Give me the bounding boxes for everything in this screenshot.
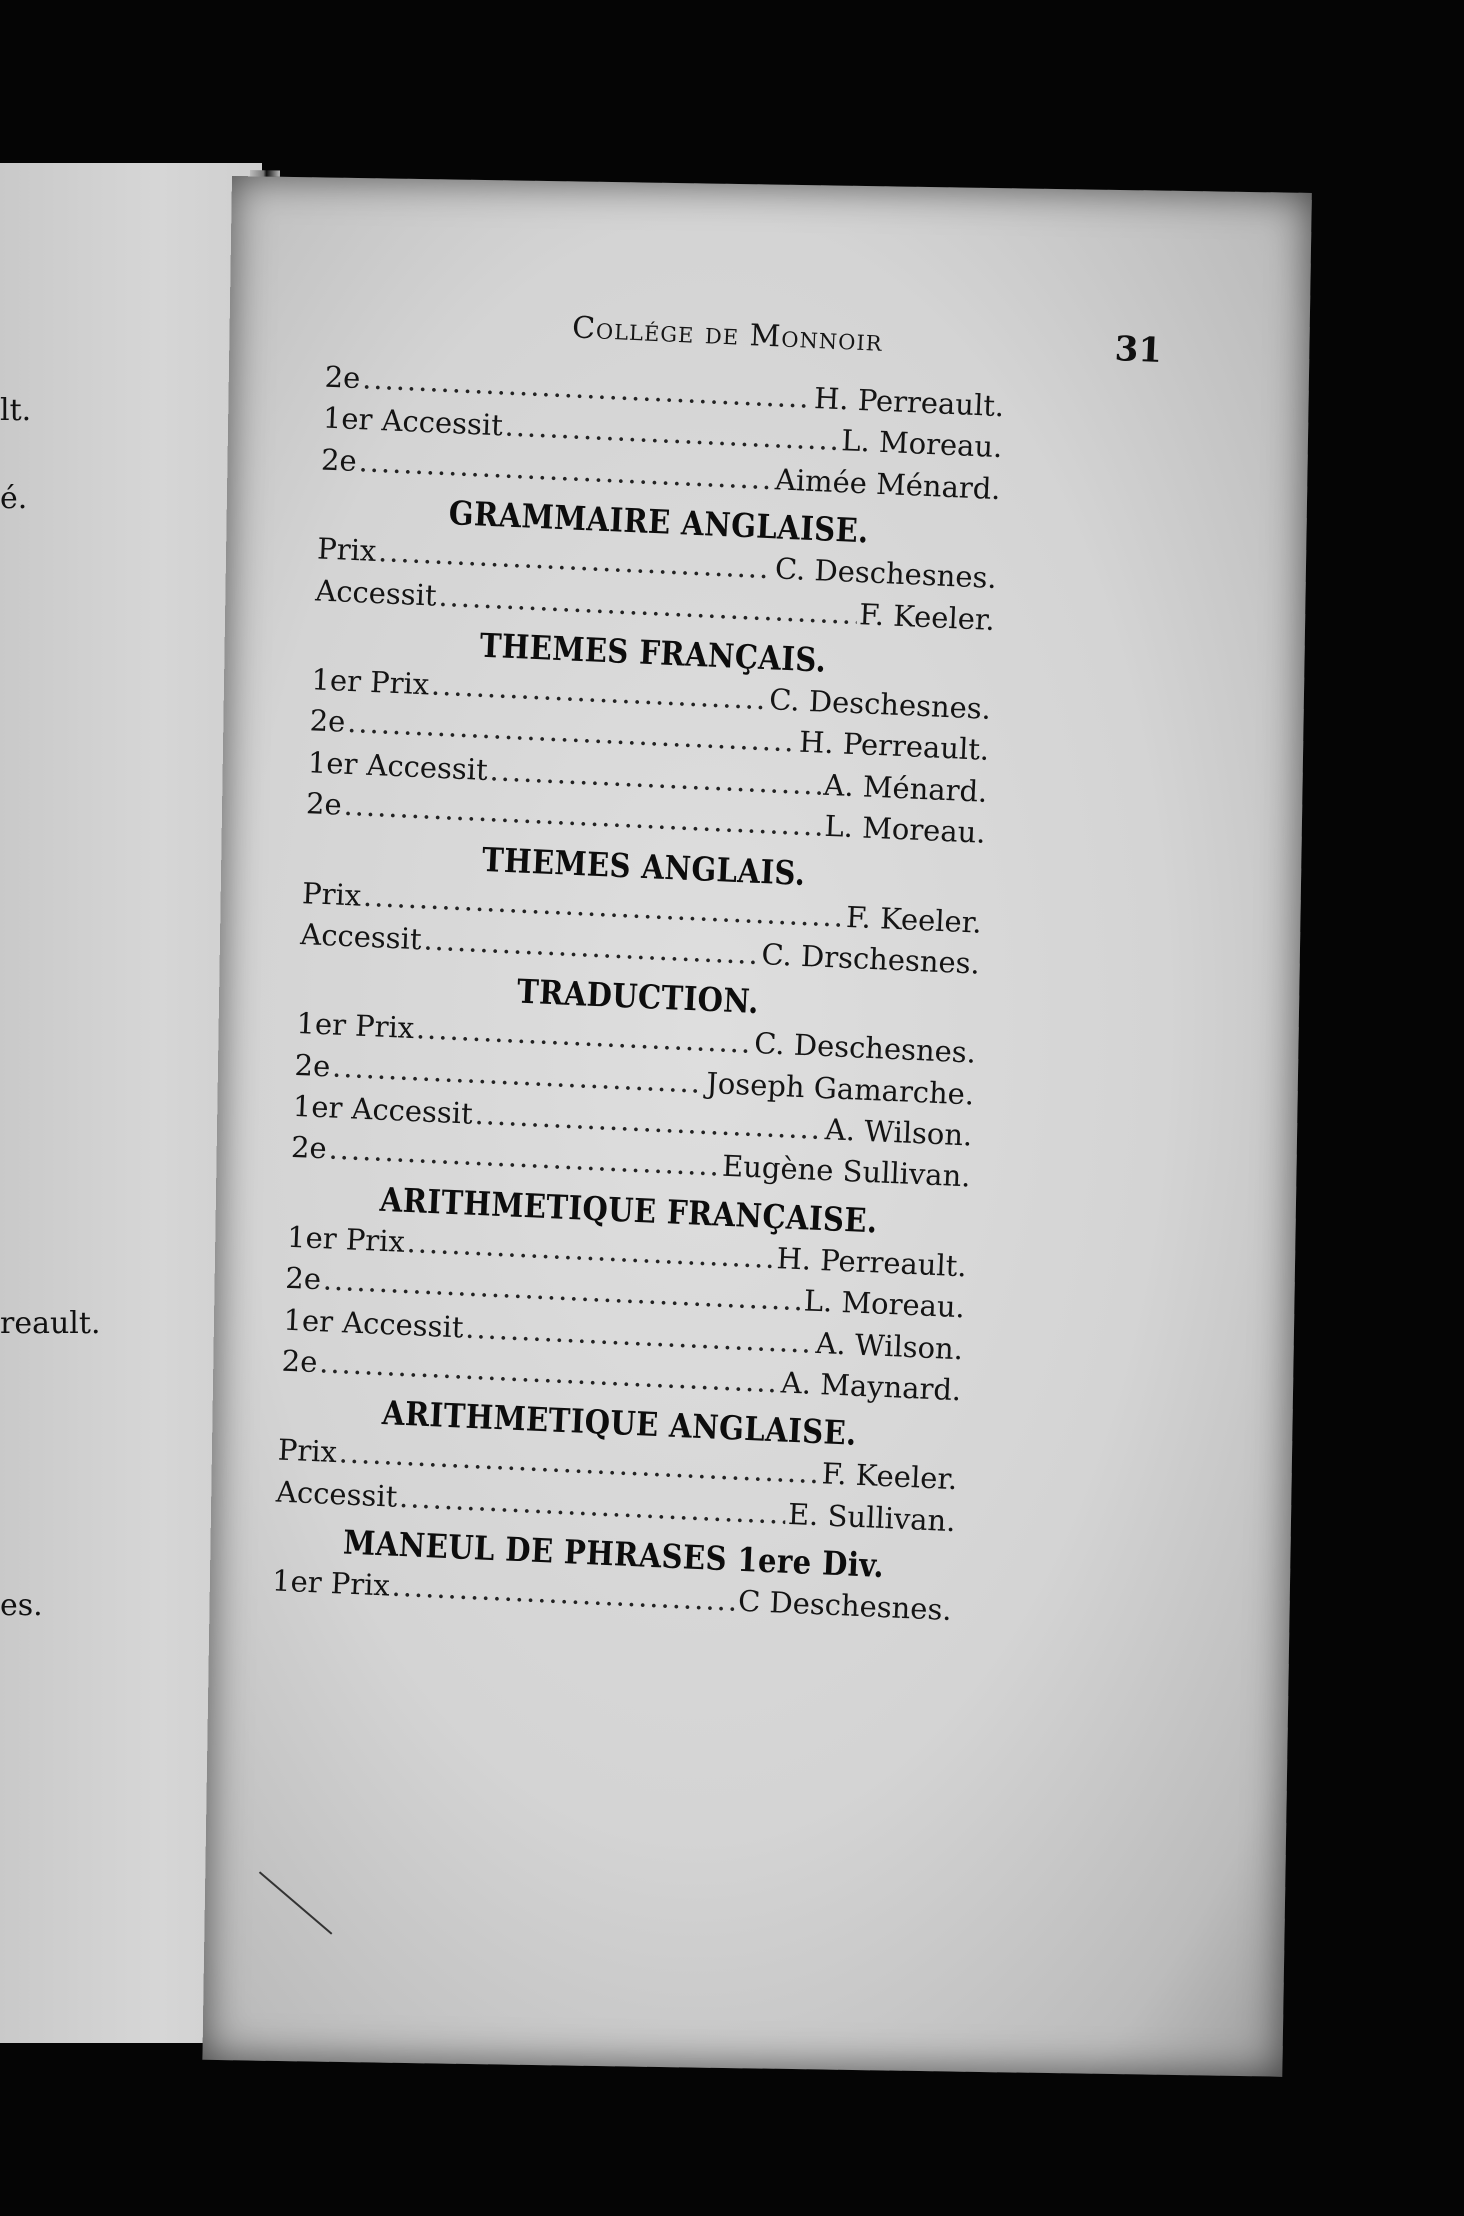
- left-page-fragment: reault.: [0, 1306, 101, 1341]
- prize-rank: 2e: [294, 1047, 332, 1084]
- student-name: L. Moreau.: [823, 808, 987, 850]
- left-page-fragment: lt.: [0, 393, 32, 428]
- student-name: L. Moreau.: [803, 1283, 966, 1325]
- prize-rank: Prix: [316, 531, 377, 569]
- running-header: Collége de Monnoir: [571, 310, 884, 359]
- student-name: Joseph Gamarche.: [705, 1065, 975, 1112]
- student-name: H. Perreault.: [775, 1241, 968, 1284]
- prize-rank: 2e: [284, 1260, 322, 1297]
- prize-rank: 1er Accessit: [282, 1302, 465, 1345]
- prize-rank: 1er Prix: [271, 1563, 391, 1603]
- prize-rank: 1er Prix: [295, 1006, 415, 1046]
- student-name: C. Deschesnes.: [768, 682, 992, 726]
- prize-rank: 2e: [324, 359, 362, 396]
- prize-rank: 1er Accessit: [292, 1088, 474, 1131]
- student-name: F. Keeler.: [845, 899, 983, 940]
- student-name: C. Deschesnes.: [753, 1026, 977, 1070]
- student-name: C. Deschesnes.: [774, 551, 998, 596]
- prize-rank: Accessit: [275, 1474, 399, 1514]
- right-page: [202, 176, 1311, 2077]
- student-name: F. Keeler.: [821, 1456, 959, 1497]
- prize-rank: 1er Accessit: [322, 400, 504, 443]
- section-heading: ARITHMETIQUE ANGLAISE.: [381, 1393, 858, 1454]
- student-name: L. Moreau.: [840, 423, 1004, 465]
- prize-rank: 2e: [320, 442, 358, 478]
- pencil-mark: [259, 1871, 333, 1934]
- student-name: Eugène Sullivan.: [721, 1149, 972, 1194]
- prize-rank: 2e: [281, 1343, 319, 1380]
- prize-rank: Prix: [301, 875, 362, 913]
- prize-rank: Accessit: [299, 916, 423, 957]
- prize-rank: 1er Prix: [286, 1219, 406, 1259]
- left-page-fragment: é.: [0, 481, 28, 516]
- prize-rank: 2e: [309, 703, 347, 740]
- prize-rank: Accessit: [314, 572, 438, 613]
- student-name: C. Drschesnes.: [760, 937, 981, 981]
- prize-rank: 1er Prix: [310, 662, 430, 702]
- section-heading: TRADUCTION.: [516, 971, 760, 1022]
- page-number: 31: [1113, 329, 1163, 372]
- student-name: H. Perreault.: [813, 380, 1005, 424]
- left-page-fragment: es.: [0, 1588, 43, 1623]
- prize-rank: 2e: [290, 1130, 328, 1166]
- student-name: E. Sullivan.: [787, 1496, 957, 1538]
- student-name: A. Ménard.: [822, 767, 989, 809]
- student-name: A. Wilson.: [824, 1112, 974, 1153]
- section-heading: ARITHMETIQUE FRANÇAISE.: [379, 1179, 879, 1241]
- student-name: A. Maynard.: [780, 1365, 962, 1408]
- section-heading: THEMES FRANÇAIS.: [479, 625, 828, 680]
- prize-rank: Prix: [277, 1432, 338, 1470]
- page-content: [152, 160, 1313, 2089]
- student-name: C Deschesnes.: [737, 1583, 953, 1628]
- student-name: F. Keeler.: [858, 596, 996, 637]
- section-heading: GRAMMAIRE ANGLAISE.: [447, 493, 870, 551]
- section-heading: MANEUL DE PHRASES 1ere Div.: [342, 1522, 886, 1586]
- student-name: H. Perreault.: [798, 724, 990, 768]
- student-name: A. Wilson.: [814, 1325, 964, 1366]
- student-name: Aimée Ménard.: [774, 462, 1002, 506]
- section-heading: THEMES ANGLAIS.: [481, 839, 807, 893]
- prize-rank: 1er Accessit: [307, 744, 489, 787]
- prize-rank: 2e: [305, 786, 343, 822]
- prize-list: [271, 360, 1005, 1635]
